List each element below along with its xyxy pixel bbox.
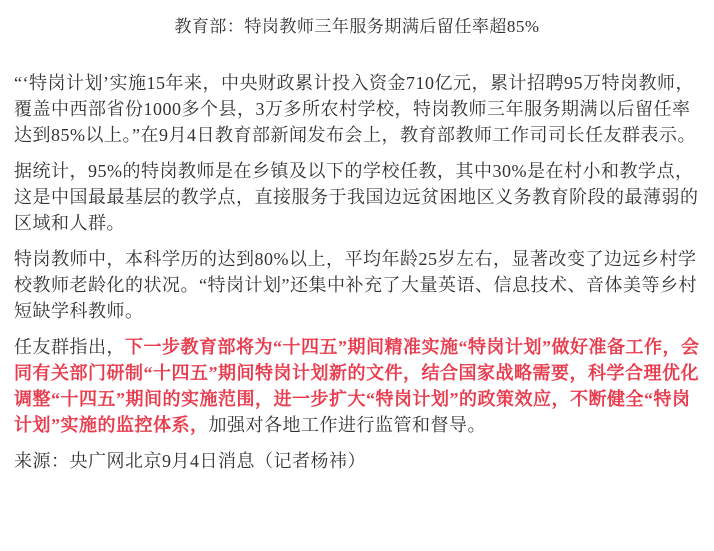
paragraph-future-plan-lead: 任友群指出， <box>14 337 125 357</box>
paragraph-intro: “‘特岗计划’实施15年来，中央财政累计投入资金710亿元，累计招聘95万特岗教师，覆盖中西部省份1000多个县，3万多所农村学校，特岗教师三年服务期满以后留任率达到85%以上。”在9月4日教育部新闻发布会上，教育部教师工作司司长任友群表示。 <box>14 73 696 145</box>
paragraph-future-plan <box>14 334 700 438</box>
paragraph-future-plan-tail: 加强对各地工作进行监管和督导。 <box>208 415 486 435</box>
source-line: 来源：央广网北京9月4日消息（记者杨祎） <box>14 451 366 471</box>
paragraph-future-plan-highlight: 下一步教育部将为“十四五”期间精准实施“特岗计划”做好准备工作，会同有关部门研制“十四五”期间特岗计划新的文件，结合国家战略需要，科学合理优化调整“十四五”期间的实施范围，进一步扩大“特岗计划”的政策效应，不断健全“特岗计划”实施的监控体系， <box>14 337 700 435</box>
article-title: 教育部：特岗教师三年服务期满后留任率超85% <box>174 17 540 36</box>
paragraph-statistics: 据统计，95%的特岗教师是在乡镇及以下的学校任教，其中30%是在村小和教学点，这是中国最最基层的教学点，直接服务于我国边远贫困地区义务教育阶段的最薄弱的区域和人群。 <box>14 161 699 233</box>
paragraph-teacher-profile: 特岗教师中，本科学历的达到80%以上，平均年龄25岁左右，显著改变了边远乡村学校教师老龄化的状况。“特岗计划”还集中补充了大量英语、信息技术、音体美等乡村短缺学科教师。 <box>14 249 697 321</box>
